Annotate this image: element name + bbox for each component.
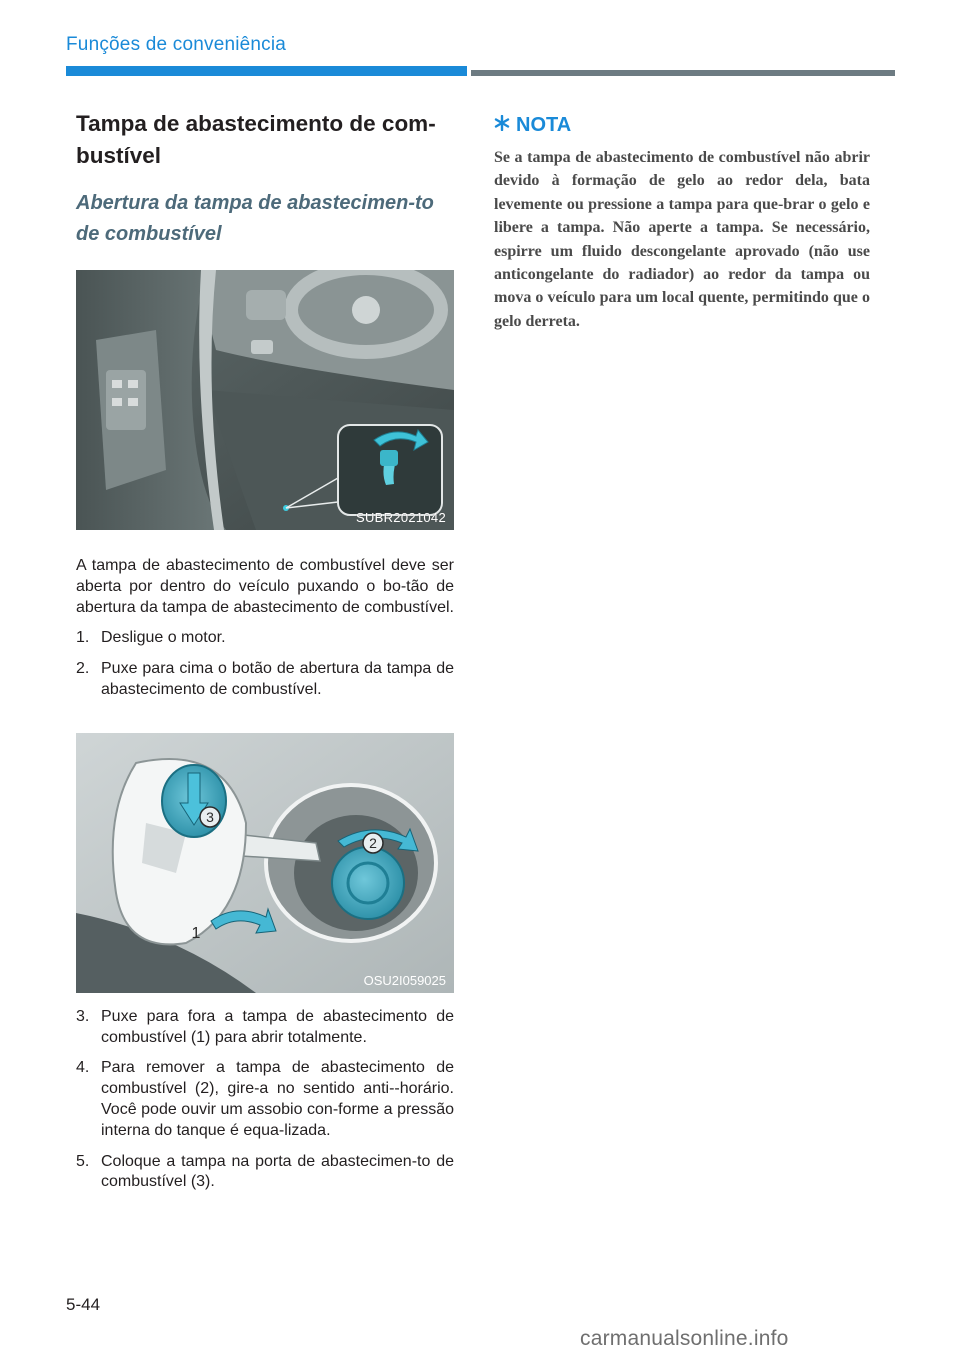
fuel-cap-illustration	[76, 733, 454, 993]
step-item	[76, 1058, 454, 1141]
section-title: Funções de conveniência	[66, 34, 287, 55]
right-column	[494, 112, 870, 333]
step-number: 4.	[76, 1059, 90, 1077]
note-heading	[494, 112, 870, 138]
asterisk-icon	[494, 112, 510, 138]
note-text: Se a tampa de abastecimento de combustível não abrir devido à formação de gelo ao redor dela, bata levemente ou pressione a tampa para que-brar o gelo e libere a tampa. Não aperte a tampa. Se necessário, espirre um fluido descongelante aprovado (não use anticongelante do radiador) ao redor da tampa ou mova o veículo para um local quente, permitindo que o gelo derreta.	[494, 149, 870, 330]
step-text: Coloque a tampa na porta de abastecimen-to de combustível (3).	[101, 1152, 454, 1191]
figure1-code: SUBR2021042	[355, 510, 446, 525]
callout-1: 1	[191, 924, 201, 942]
callout-3: 3	[206, 808, 214, 825]
header-bar-secondary	[471, 70, 895, 76]
fuel-door-release-illustration	[76, 270, 454, 530]
step-item	[76, 1152, 454, 1194]
step-item	[76, 659, 454, 701]
step-number: 1.	[76, 629, 90, 647]
step-number: 5.	[76, 1152, 90, 1170]
step-item	[76, 628, 454, 649]
page-number: 5-44	[66, 1295, 101, 1314]
step-text: Puxe para cima o botão de abertura da tampa de abastecimento de combustível.	[101, 660, 454, 698]
step-text: Desligue o motor.	[101, 629, 226, 647]
step-number: 3.	[76, 1007, 90, 1025]
sub-heading: Abertura da tampa de abastecimen-to de combustível	[76, 192, 434, 245]
steps-list-b	[76, 1007, 454, 1193]
header-bar-primary	[66, 66, 467, 76]
intro-paragraph: A tampa de abastecimento de combustível deve ser aberta por dentro do veículo puxando o bo-tão de abertura da tampa de abastecimento de combustível.	[76, 557, 454, 616]
main-heading: Tampa de abastecimento de com-bustível	[76, 111, 436, 168]
step-text: Para remover a tampa de abastecimento de combustível (2), gire-a no sentido anti--horário. Você pode ouvir um assobio con-forme a pressão interna do tanque é equa-lizada.	[101, 1059, 454, 1139]
step-text: Puxe para fora a tampa de abastecimento de combustível (1) para abrir totalmente.	[101, 1007, 454, 1046]
callout-2: 2	[369, 834, 377, 851]
figure-fuel-door-release	[76, 270, 454, 530]
step-item	[76, 1007, 454, 1049]
left-column	[76, 108, 454, 1193]
note-title: NOTA	[516, 114, 572, 136]
step-number: 2.	[76, 660, 90, 678]
watermark: carmanualsonline.info	[580, 1327, 789, 1350]
figure2-code: OSU2I059025	[363, 972, 446, 988]
steps-list-a	[76, 628, 454, 700]
figure-fuel-cap	[76, 733, 454, 993]
